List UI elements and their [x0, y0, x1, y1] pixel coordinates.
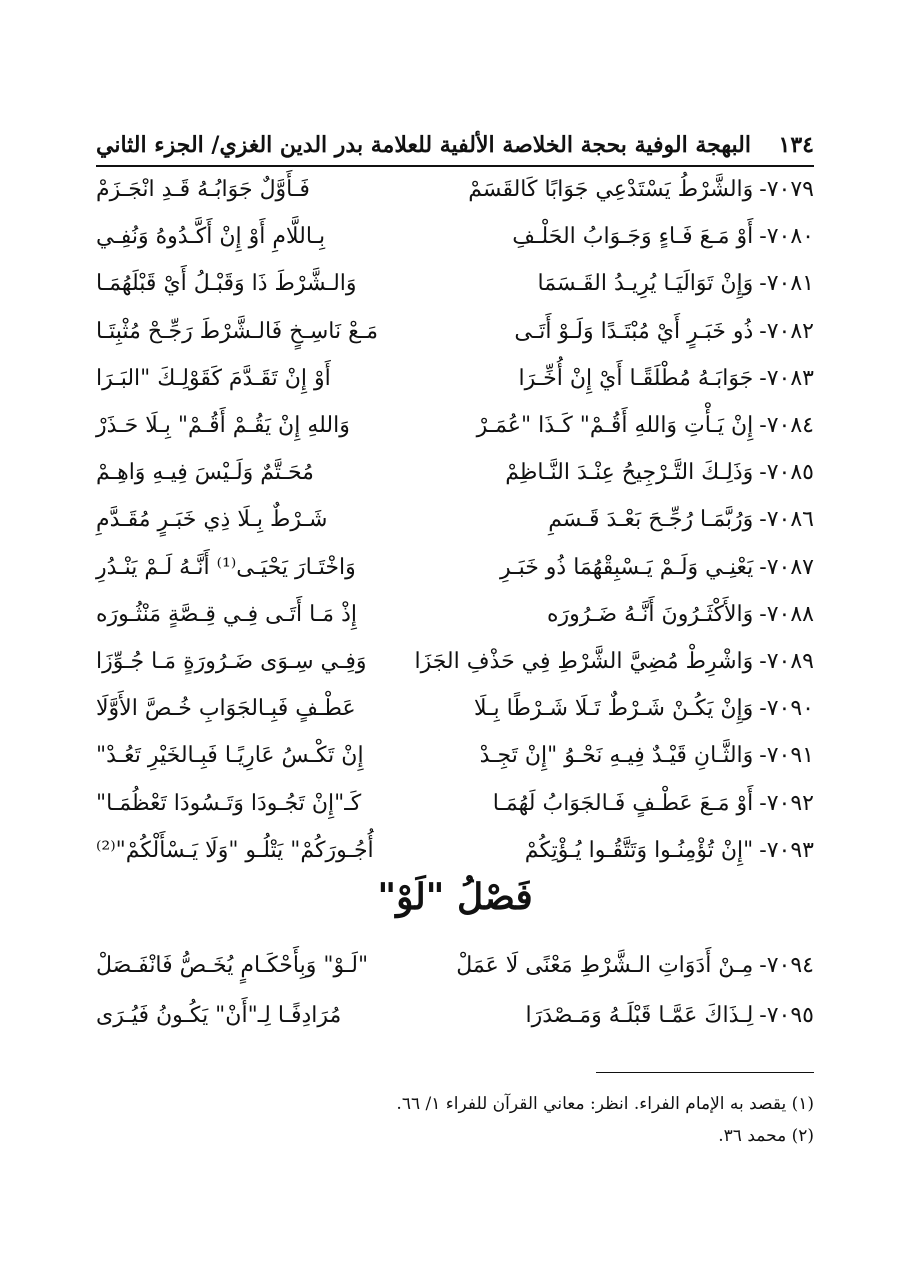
- verse-line: [96, 638, 814, 685]
- verse-line: [96, 940, 814, 990]
- verse-first-hemistich: وَرُبَّمَـا رُجِّـحَ بَعْـدَ قَـسَمِ: [548, 507, 754, 533]
- verse-second-hemistich: إِنْ تَكْـسُ عَارِيًـا فَبِـالخَيْرِ تَعُـدْ": [96, 743, 364, 769]
- verse-number: ٧٠٨٩-: [759, 648, 814, 674]
- verse-number: ٧٠٩٤-: [759, 952, 814, 978]
- verse-line: [96, 591, 814, 638]
- footnote-separator: [596, 1072, 814, 1073]
- verse-line: [96, 779, 814, 826]
- verse-number: ٧٠٨٧-: [759, 554, 814, 580]
- verse-second-hemistich: فَـأَوَّلٌ جَوَابُـهُ قَـدِ انْجَـزَمْ: [96, 177, 310, 203]
- verse-line: [96, 827, 814, 874]
- verse-second-hemistich: وَفِـي سِـوَى ضَـرُورَةٍ مَـا جُـوِّزَا: [96, 648, 367, 674]
- verse-number: ٧٠٨٣-: [759, 365, 814, 391]
- running-title: البهجة الوفية بحجة الخلاصة الألفية للعلامة بدر الدين الغزي/ الجزء الثاني: [96, 132, 751, 158]
- verse-second-hemistich: مُحَـتَّمٌ وَلَـيْسَ فِيـهِ وَاهِـمْ: [96, 460, 314, 486]
- verse-line: [96, 260, 814, 307]
- verse-second-hemistich: شَـرْطٌ بِـلَا ذِي خَبَـرٍ مُقَـدَّمِ: [96, 507, 328, 533]
- verse-right-part: [477, 413, 814, 438]
- verse-right-part: [456, 953, 814, 978]
- verse-number: ٧٠٩٢-: [759, 790, 814, 816]
- verse-first-hemistich: وَإِنْ تَوَالَيَـا يُرِيـدُ القَـسَمَا: [537, 271, 754, 297]
- verse-number: ٧٠٨٢-: [759, 318, 814, 344]
- verse-first-hemistich: أَوْ مَـعَ فَـاءٍ وَجَـوَابُ الحَلْـفِ: [512, 224, 754, 250]
- verse-right-part: [547, 602, 814, 627]
- verse-second-hemistich: أَوْ إِنْ تَقَـدَّمَ كَقَوْلِـكَ "البَـرَا: [96, 365, 331, 391]
- verse-right-part: [548, 507, 814, 532]
- verse-line: [96, 449, 814, 496]
- verse-right-part: [493, 791, 814, 816]
- verse-line: [96, 496, 814, 543]
- verse-line: [96, 166, 814, 213]
- verse-second-hemistich: مُرَادِفًـا لِـ"أَنْ" يَكُـونُ فَيُـرَى: [96, 1002, 342, 1028]
- verse-first-hemistich: يَعْنِـي وَلَـمْ يَـسْبِقْهُمَا ذُو خَبَـرِ: [499, 554, 754, 580]
- verse-second-hemistich: بِـاللَّامِ أَوْ إِنْ أَكَّـدُوهُ وَنُفِـي: [96, 224, 326, 250]
- page-number: ١٣٤: [778, 132, 814, 158]
- footnote-2: (٢) محمد ٣٦.: [718, 1126, 814, 1146]
- verse-right-part: [512, 224, 814, 249]
- verse-number: ٧٠٩٠-: [759, 696, 814, 722]
- verse-first-hemistich: أَوْ مَـعَ عَطْـفٍ فَـالجَوَابُ لَهُمَـا: [492, 790, 754, 816]
- verse-line: [96, 213, 814, 260]
- verse-line: [96, 308, 814, 355]
- verse-right-part: [514, 319, 814, 344]
- verse-number: ٧٠٨٤-: [759, 413, 814, 439]
- verse-line: [96, 685, 814, 732]
- verse-right-part: [538, 271, 814, 296]
- verse-number: ٧٠٨٠-: [759, 224, 814, 250]
- verse-first-hemistich: وَاشْرِطْ مُضِيَّ الشَّرْطِ فِي حَذْفِ الجَزَا: [414, 648, 754, 674]
- verse-line: [96, 544, 814, 591]
- verse-line: [96, 732, 814, 779]
- verse-number: ٧٠٨٨-: [759, 601, 814, 627]
- verse-line: [96, 402, 814, 449]
- verse-number: ٧٠٨٦-: [759, 507, 814, 533]
- verse-first-hemistich: لِـذَاكَ عَمَّـا قَبْلَـهُ وَمَـصْدَرَا: [525, 1002, 754, 1028]
- verse-first-hemistich: وَالثَّـانِ قَيْـدٌ فِيـهِ نَحْـوُ "إِنْ تَجِـدْ: [479, 743, 754, 769]
- verse-right-part: [500, 555, 814, 580]
- verse-number: ٧٠٨١-: [759, 271, 814, 297]
- verse-first-hemistich: ذُو خَبَـرٍ أَيْ مُبْتَـدًا وَلَـوْ أَتَـى: [514, 318, 754, 344]
- verse-right-part: [518, 366, 814, 391]
- verse-second-hemistich: أُجُـورَكُمْ" يَتْلُـو "وَلَا يَـسْأَلْكُمْ"⁽²⁾: [96, 837, 374, 863]
- verse-right-part: [468, 177, 814, 202]
- page-header: [96, 124, 814, 166]
- verse-number: ٧٠٩٣-: [759, 837, 814, 863]
- verse-right-part: [480, 743, 814, 768]
- verse-right-part: [505, 460, 814, 485]
- verse-number: ٧٠٨٥-: [759, 460, 814, 486]
- verse-first-hemistich: إِنْ يَـأْتِ وَاللهِ أَقُـمْ" كَـذَا "عُمَـرْ: [476, 413, 754, 439]
- verse-right-part: [474, 696, 814, 721]
- verse-second-hemistich: إِذْ مَـا أَتَـى فِـي قِـصَّةٍ مَنْثُـورَه: [96, 601, 357, 627]
- verse-first-hemistich: "إِنْ تُؤْمِنُـوا وَتَتَّقُـوا يُـؤْتِكُمْ: [524, 837, 754, 863]
- verse-second-hemistich: وَاخْتَـارَ يَحْيَـى⁽¹⁾ أَنَّـهُ لَـمْ يَنْـدُرِ: [96, 554, 356, 580]
- verse-list: [96, 166, 814, 874]
- verse-first-hemistich: وَالشَّرْطُ يَسْتَدْعِي جَوَابًا كَالقَسَمْ: [468, 177, 754, 203]
- verse-second-hemistich: وَالـشَّرْطَ ذَا وَقَبْـلُ أَيْ قَبْلَهُمَـا: [96, 271, 357, 297]
- footnote-1: (١) يقصد به الإمام الفراء. انظر: معاني القرآن للفراء ١/ ٦٦.: [396, 1094, 814, 1114]
- verse-second-hemistich: وَاللهِ إِنْ يَقُـمْ أَقُـمْ" بِـلَا حَـذَرْ: [96, 413, 350, 439]
- verse-line: [96, 990, 814, 1040]
- section-verse-list: [96, 940, 814, 1040]
- verse-right-part: [414, 649, 814, 674]
- verse-right-part: [525, 838, 814, 863]
- verse-first-hemistich: مِـنْ أَدَوَاتِ الـشَّرْطِ مَعْنًى لَا عَمَلْ: [456, 952, 754, 978]
- footnotes: [96, 1088, 814, 1152]
- verse-number: ٧٠٧٩-: [759, 177, 814, 203]
- verse-first-hemistich: وَالأَكْثَـرُونَ أَنَّـهُ ضَـرُورَه: [547, 601, 754, 627]
- verse-first-hemistich: جَوَابَـهُ مُطْلَقًـا أَيْ إِنْ أُخِّـرَا: [518, 365, 754, 391]
- verse-second-hemistich: عَطْـفٍ فَبِـالجَوَابِ خُـصَّ الأَوَّلَا: [96, 696, 356, 722]
- verse-second-hemistich: كَـ"إِنْ تَجُـودَا وَتَـسُودَا تَعْظُمَـا": [96, 790, 362, 816]
- verse-first-hemistich: وَذَلِـكَ التَّـرْجِيحُ عِنْـدَ النَّـاظِمْ: [505, 460, 754, 486]
- section-title: فَصْلُ "لَوْ": [377, 876, 533, 918]
- verse-second-hemistich: "لَـوْ" وَبِأَحْكَـامٍ يُخَـصُّ فَانْفَـصَلْ: [96, 952, 369, 978]
- verse-second-hemistich: مَـعْ نَاسِـخٍ فَالـشَّرْطَ رَجِّـحْ مُثْبِتَـا: [96, 318, 379, 344]
- verse-right-part: [525, 1003, 814, 1028]
- verse-line: [96, 355, 814, 402]
- verse-number: ٧٠٩٥-: [759, 1002, 814, 1028]
- verse-first-hemistich: وَإِنْ يَكُـنْ شَـرْطٌ تَـلَا شَـرْطًا بِـلَا: [473, 696, 754, 722]
- verse-number: ٧٠٩١-: [759, 743, 814, 769]
